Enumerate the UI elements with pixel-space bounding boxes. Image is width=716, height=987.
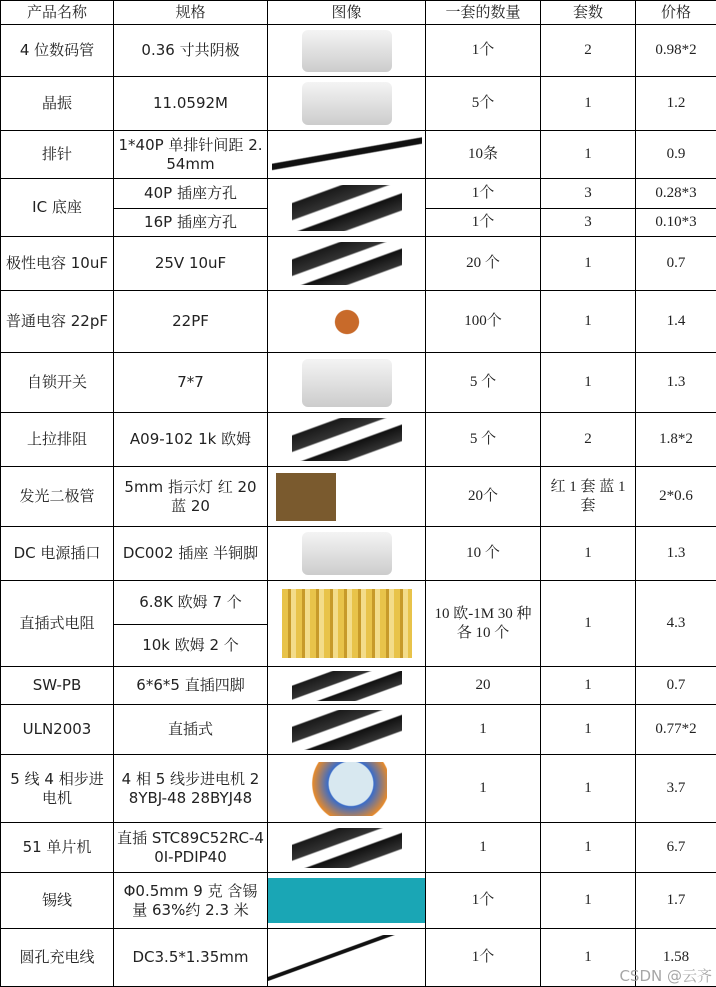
price: 0.98*2 <box>636 25 716 77</box>
product-image <box>268 667 426 705</box>
product-image <box>268 527 426 581</box>
product-spec: 16P 插座方孔 <box>114 209 268 237</box>
quantity-per-set: 1 <box>426 755 541 823</box>
product-photo <box>292 710 402 750</box>
product-name: 发光二极管 <box>1 467 114 527</box>
product-image <box>268 705 426 755</box>
table-row <box>1 929 716 987</box>
price: 0.28*3 <box>636 179 716 209</box>
price: 0.7 <box>636 667 716 705</box>
price: 0.7 <box>636 237 716 291</box>
set-count: 1 <box>541 77 636 131</box>
product-photo <box>292 828 402 868</box>
product-image <box>268 179 426 237</box>
product-image <box>268 581 426 667</box>
table-row <box>1 25 716 77</box>
set-count: 3 <box>541 209 636 237</box>
product-spec: 40P 插座方孔 <box>114 179 268 209</box>
product-photo <box>302 30 392 72</box>
product-name: 51 单片机 <box>1 823 114 873</box>
table-row <box>1 667 716 705</box>
table-row <box>1 77 716 131</box>
product-spec: DC002 插座 半铜脚 <box>114 527 268 581</box>
product-spec: DC3.5*1.35mm <box>114 929 268 987</box>
product-image <box>268 77 426 131</box>
product-spec: 1*40P 单排针间距 2.54mm <box>114 131 268 179</box>
product-photo <box>307 762 387 816</box>
table-row <box>1 131 716 179</box>
table-row <box>1 823 716 873</box>
price: 2*0.6 <box>636 467 716 527</box>
price: 0.77*2 <box>636 705 716 755</box>
quantity-per-set: 10条 <box>426 131 541 179</box>
product-image <box>268 755 426 823</box>
price: 1.3 <box>636 353 716 413</box>
product-spec: 6*6*5 直插四脚 <box>114 667 268 705</box>
product-spec: 25V 10uF <box>114 237 268 291</box>
quantity-per-set: 20 个 <box>426 237 541 291</box>
quantity-per-set: 10 个 <box>426 527 541 581</box>
watermark: CSDN @云齐 <box>619 969 712 984</box>
product-spec: 11.0592M <box>114 77 268 131</box>
product-photo <box>292 242 402 285</box>
header-sets: 套数 <box>541 1 636 25</box>
table-row <box>1 705 716 755</box>
quantity-per-set: 5 个 <box>426 353 541 413</box>
product-image <box>268 929 426 987</box>
price: 1.8*2 <box>636 413 716 467</box>
product-photo <box>317 297 377 347</box>
product-spec: 4 相 5 线步进电机 28YBJ-48 28BYJ48 <box>114 755 268 823</box>
product-name: SW-PB <box>1 667 114 705</box>
price: 0.10*3 <box>636 209 716 237</box>
price: 1.7 <box>636 873 716 929</box>
quantity-per-set: 5 个 <box>426 413 541 467</box>
product-spec: 5mm 指示灯 红 20 蓝 20 <box>114 467 268 527</box>
product-photo <box>292 185 402 231</box>
set-count: 1 <box>541 581 636 667</box>
table-row <box>1 353 716 413</box>
quantity-per-set: 20个 <box>426 467 541 527</box>
header-name: 产品名称 <box>1 1 114 25</box>
product-name: ULN2003 <box>1 705 114 755</box>
set-count: 2 <box>541 25 636 77</box>
set-count: 1 <box>541 291 636 353</box>
table-row <box>1 581 716 625</box>
product-spec: 22PF <box>114 291 268 353</box>
product-photo <box>276 473 336 521</box>
set-count: 2 <box>541 413 636 467</box>
product-photo <box>302 532 392 575</box>
set-count: 1 <box>541 527 636 581</box>
quantity-per-set: 1个 <box>426 179 541 209</box>
set-count: 1 <box>541 755 636 823</box>
product-name: 晶振 <box>1 77 114 131</box>
product-name: 直插式电阻 <box>1 581 114 667</box>
product-image <box>268 413 426 467</box>
product-name: IC 底座 <box>1 179 114 237</box>
product-image <box>268 823 426 873</box>
product-spec: 10k 欧姆 2 个 <box>114 625 268 667</box>
product-photo <box>268 935 426 981</box>
set-count: 3 <box>541 179 636 209</box>
product-photo <box>282 589 412 658</box>
header-price: 价格 <box>636 1 716 25</box>
product-name: 极性电容 10uF <box>1 237 114 291</box>
product-name: 4 位数码管 <box>1 25 114 77</box>
product-name: 排针 <box>1 131 114 179</box>
set-count: 1 <box>541 131 636 179</box>
price: 1.3 <box>636 527 716 581</box>
product-name: 上拉排阻 <box>1 413 114 467</box>
quantity-per-set: 1 <box>426 705 541 755</box>
quantity-per-set: 100个 <box>426 291 541 353</box>
product-spec: Φ0.5mm 9 克 含锡量 63%约 2.3 米 <box>114 873 268 929</box>
product-photo <box>292 671 402 701</box>
set-count: 1 <box>541 929 636 987</box>
product-spec: 6.8K 欧姆 7 个 <box>114 581 268 625</box>
header-image: 图像 <box>268 1 426 25</box>
quantity-per-set: 1 <box>426 823 541 873</box>
product-name: 普通电容 22pF <box>1 291 114 353</box>
quantity-per-set: 1个 <box>426 25 541 77</box>
product-spec: 直插式 <box>114 705 268 755</box>
header-qty: 一套的数量 <box>426 1 541 25</box>
product-name: 自锁开关 <box>1 353 114 413</box>
quantity-per-set: 1个 <box>426 209 541 237</box>
quantity-per-set: 10 欧-1M 30 种各 10 个 <box>426 581 541 667</box>
table-row <box>1 467 716 527</box>
product-image <box>268 25 426 77</box>
product-name: 圆孔充电线 <box>1 929 114 987</box>
price: 6.7 <box>636 823 716 873</box>
product-photo <box>292 418 402 461</box>
product-spec: A09-102 1k 欧姆 <box>114 413 268 467</box>
product-spec: 0.36 寸共阴极 <box>114 25 268 77</box>
product-photo <box>302 359 392 407</box>
product-image <box>268 291 426 353</box>
set-count: 1 <box>541 823 636 873</box>
product-photo <box>268 878 426 923</box>
price: 0.9 <box>636 131 716 179</box>
header-row <box>1 1 716 25</box>
table-row <box>1 873 716 929</box>
product-spec: 7*7 <box>114 353 268 413</box>
set-count: 1 <box>541 667 636 705</box>
product-image <box>268 873 426 929</box>
product-spec: 直插 STC89C52RC-40I-PDIP40 <box>114 823 268 873</box>
product-name: 锡线 <box>1 873 114 929</box>
table-row <box>1 755 716 823</box>
product-name: DC 电源插口 <box>1 527 114 581</box>
price: 1.4 <box>636 291 716 353</box>
set-count: 1 <box>541 873 636 929</box>
table-row <box>1 237 716 291</box>
product-image <box>268 237 426 291</box>
product-photo <box>272 136 422 174</box>
quantity-per-set: 1个 <box>426 873 541 929</box>
quantity-per-set: 1个 <box>426 929 541 987</box>
quantity-per-set: 20 <box>426 667 541 705</box>
set-count: 红 1 套 蓝 1 套 <box>541 467 636 527</box>
product-image <box>268 131 426 179</box>
product-photo <box>302 82 392 125</box>
price: 4.3 <box>636 581 716 667</box>
set-count: 1 <box>541 237 636 291</box>
product-image <box>268 467 426 527</box>
price: 3.7 <box>636 755 716 823</box>
product-name: 5 线 4 相步进电机 <box>1 755 114 823</box>
quantity-per-set: 5个 <box>426 77 541 131</box>
table-row <box>1 527 716 581</box>
product-image <box>268 353 426 413</box>
set-count: 1 <box>541 705 636 755</box>
table-row <box>1 291 716 353</box>
price: 1.2 <box>636 77 716 131</box>
table-row <box>1 179 716 209</box>
price: 1.58 <box>636 929 716 987</box>
set-count: 1 <box>541 353 636 413</box>
header-spec: 规格 <box>114 1 268 25</box>
table-row <box>1 413 716 467</box>
